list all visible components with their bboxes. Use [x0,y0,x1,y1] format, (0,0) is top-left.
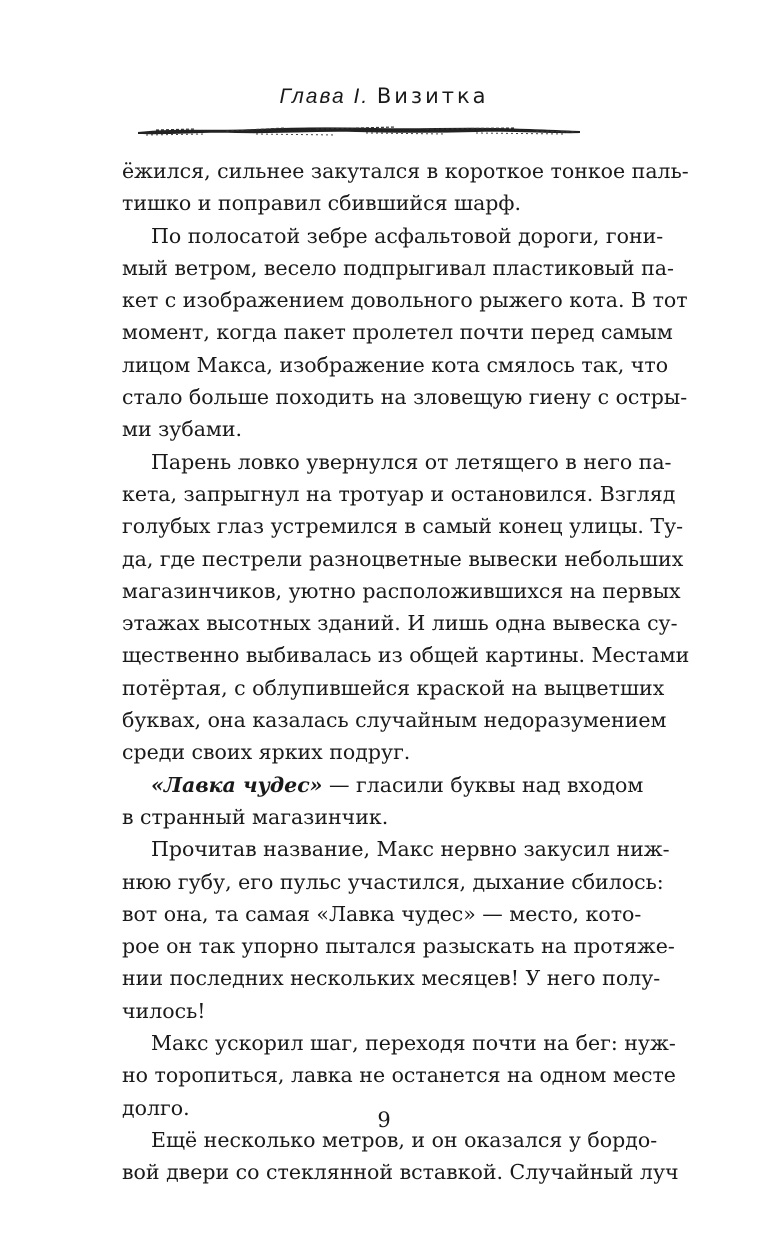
text-line: вой двери со стеклянной вставкой. Случайный луч [122,1160,679,1185]
text-line: тишко и поправил сбившийся шарф. [122,191,521,216]
text-line: среди своих ярких подруг. [122,740,411,765]
paragraph [122,446,690,769]
paragraph [122,1124,679,1189]
paragraph [122,220,688,446]
text-line: кет с изображением довольного рыжего кота. В тот [122,288,688,313]
text-line: рое он так упорно пытался разыскать на протяже- [122,934,675,959]
brush-stroke-divider [136,122,582,138]
text-line: нии последних нескольких месяцев! У него полу- [122,966,661,991]
text-line: да, где пестрели разноцветные вывески небольших [122,546,684,571]
text-line: момент, когда пакет пролетел почти перед самым [122,320,673,345]
text-line: нюю губу, его пульс участился, дыхание сбилось: [122,869,664,894]
text-line: По полосатой зебре асфальтовой дороги, гони- [151,223,664,248]
text-line: ёжился, сильнее закутался в короткое тонкое паль- [122,159,689,183]
chapter-title: Визитка [376,84,489,108]
text-line: Ещё несколько метров, и он оказался у бордо- [151,1127,658,1152]
text-line: лицом Макса, изображение кота смялось так, что [122,352,669,377]
text-line: потёртая, с облупившейся краской на выцветших [122,675,665,700]
paragraph [122,769,644,834]
text-line: магазинчиков, уютно расположившихся на первых [122,578,681,603]
text-line: голубых глаз устремился в самый конец улицы. Ту- [122,514,684,539]
text-line: Парень ловко увернулся от летящего в него па- [151,449,672,474]
text-line: стало больше походить на зловещую гиену с остры- [122,385,688,410]
text-line: Макс ускорил шаг, переходя почти на бег: нуж- [151,1031,676,1056]
text-line: Прочитав название, Макс нервно закусил ниж- [151,837,670,862]
text-line: щественно выбивалась из общей картины. Местами [122,643,690,668]
text-line: но торопиться, лавка не останется на одном месте [122,1063,676,1088]
chapter-header [0,84,768,109]
text-line: вот она, та самая «Лавка чудес» — место, кото- [122,901,642,926]
paragraph [122,155,689,220]
paragraph [122,833,675,1027]
text-line: мый ветром, весело подпрыгивал пластиковый па- [122,255,674,280]
text-line [122,769,644,801]
text-line: кета, запрыгнул на тротуар и остановился. Взгляд [122,481,676,506]
body-text [122,155,690,1189]
text-line-rest: — гласили буквы над входом [322,772,644,797]
text-line: в странный магазинчик. [122,804,389,829]
text-line: буквах, она казалась случайным недоразумением [122,708,667,733]
text-line: этажах высотных зданий. И лишь одна вывеска су- [122,611,678,636]
emphasized-title: «Лавка чудес» [151,772,323,797]
chapter-number: Глава I. [279,85,370,108]
text-line: долго. [122,1095,190,1120]
text-line: чилось! [122,998,206,1023]
page-number: 9 [377,1108,391,1132]
text-line: ми зубами. [122,417,243,442]
